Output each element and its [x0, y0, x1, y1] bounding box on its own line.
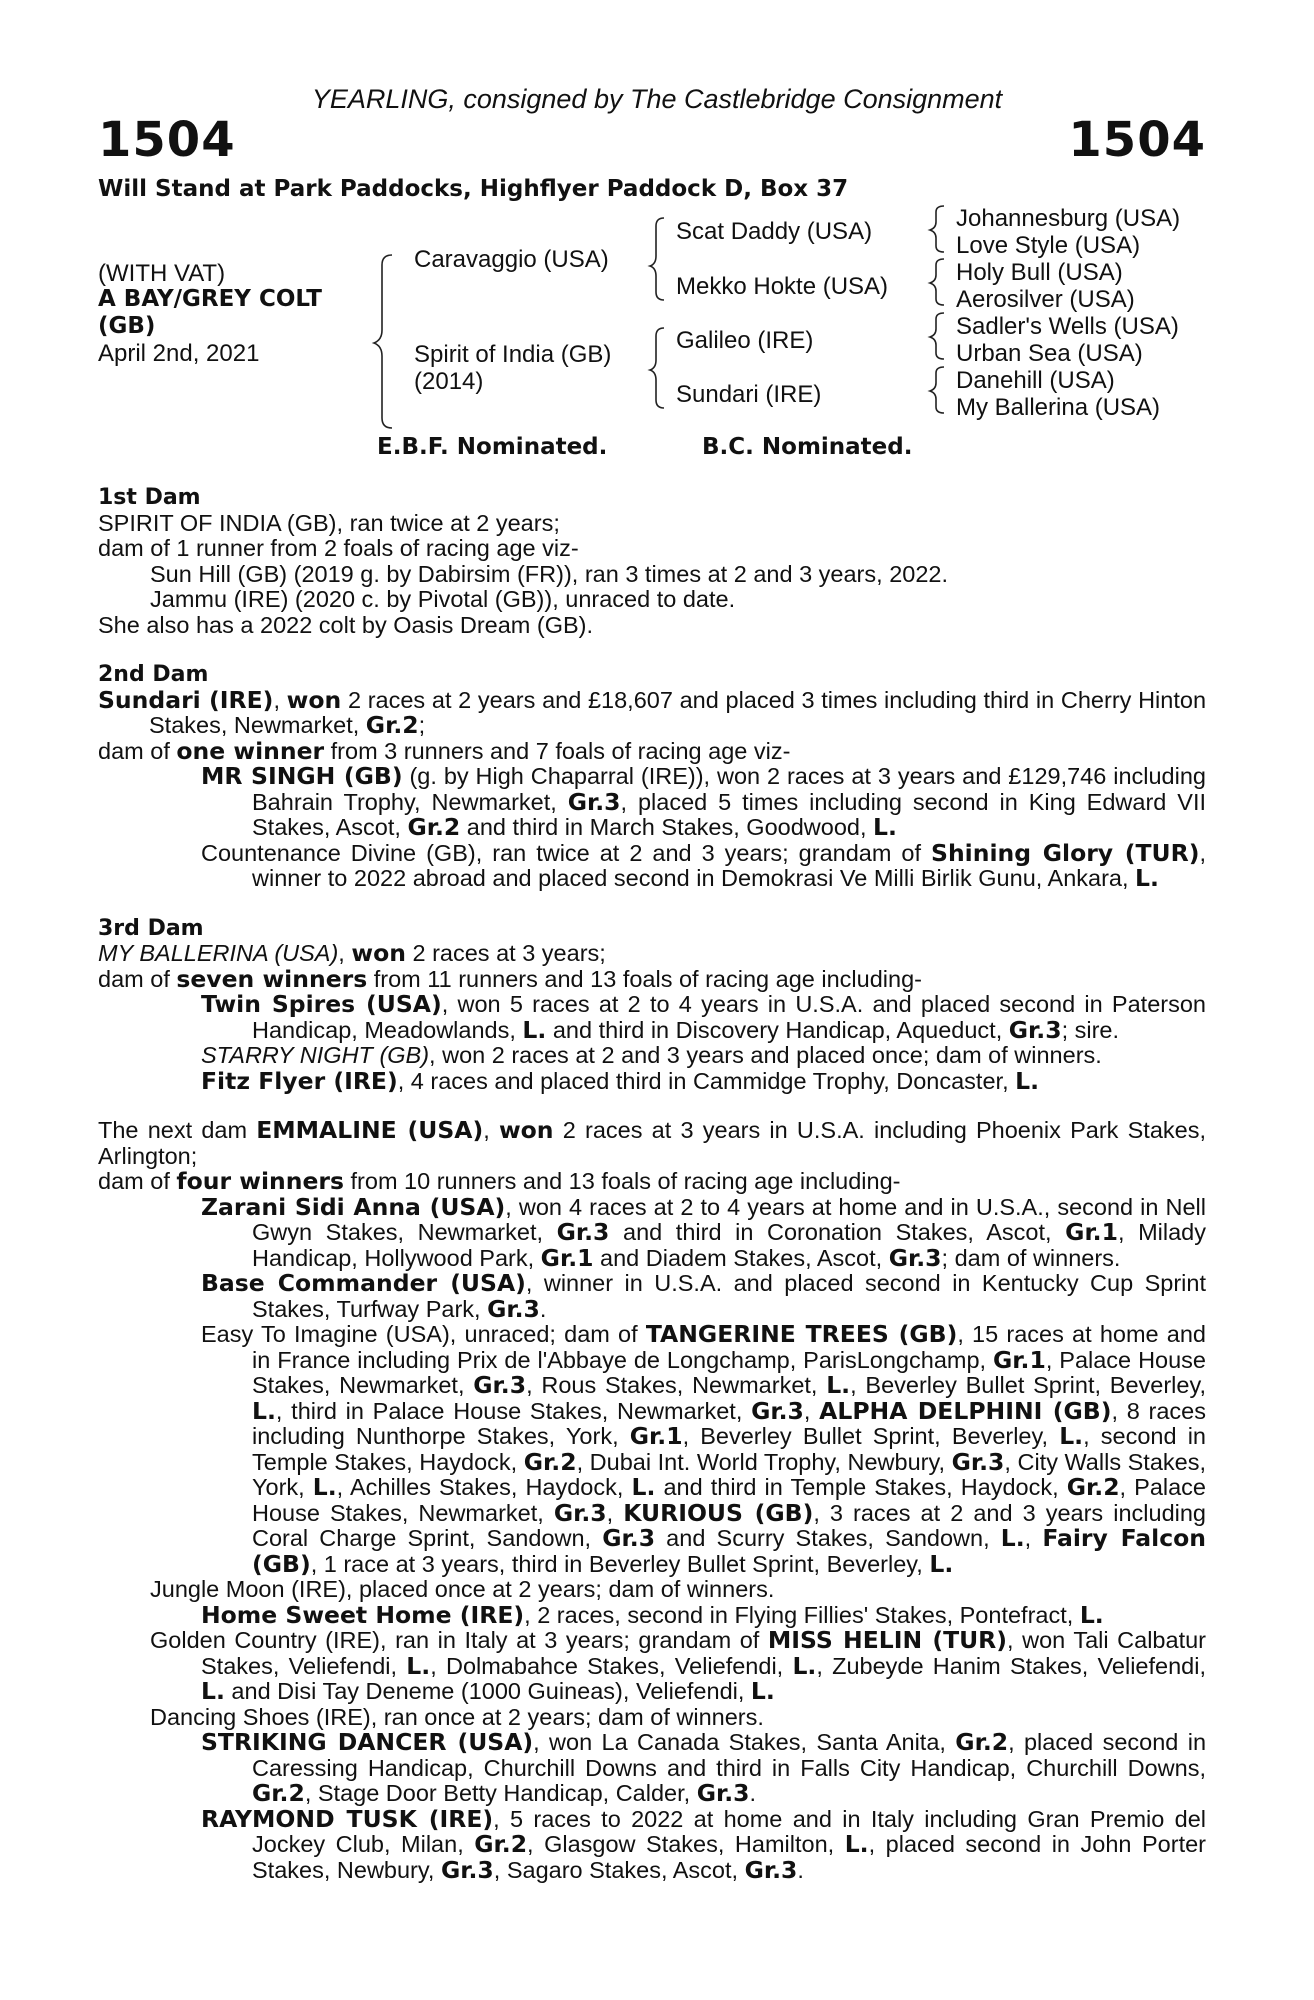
section-heading: 2nd Dam: [98, 662, 209, 687]
produce-entry: Jungle Moon (IRE), placed once at 2 years; dam of winners.: [150, 1576, 775, 1602]
section-heading: 3rd Dam: [98, 915, 204, 941]
g3-ancestor: My Ballerina (USA): [956, 394, 1161, 421]
sire-sire: Scat Daddy (USA): [676, 218, 873, 245]
dam-produce-summary: dam of seven winners from 11 runners and 13 foals of racing age including-: [98, 964, 922, 993]
g3-ancestor: Holy Bull (USA): [956, 259, 1123, 286]
produce-entry: Golden Country (IRE), ran in Italy at 3 years; grandam of MISS HELIN (TUR), won Tali Calbatur Stakes, Veliefendi, L., Dolmabahce Stakes, Veliefendi, L., Zubeyde Hanim Stakes, Veliefendi, L. and Disi Tay Deneme (1000 Guineas), Veliefendi, L.: [150, 1626, 1206, 1705]
dam-sire: Galileo (IRE): [676, 327, 814, 354]
horse-name: A BAY/GREY COLT: [98, 286, 322, 312]
vat-note: (WITH VAT): [98, 260, 226, 287]
produce-entry: Jammu (IRE) (2020 c. by Pivotal (GB)), unraced to date.: [150, 586, 736, 612]
produce-entry: Twin Spires (USA), won 5 races at 2 to 4 years in U.S.A. and placed second in Paterson Handicap, Meadowlands, L. and third in Discovery Handicap, Aqueduct, Gr.3; sire.: [201, 990, 1206, 1044]
produce-note: She also has a 2022 colt by Oasis Dream (GB).: [98, 611, 594, 638]
produce-entry: STARRY NIGHT (GB), won 2 races at 2 and 3 years and placed once; dam of winners.: [201, 1042, 1102, 1068]
bracket-sire: [650, 218, 664, 300]
produce-entry: Easy To Imagine (USA), unraced; dam of TANGERINE TREES (GB), 15 races at home and in France including Prix de l'Abbaye de Longchamp, ParisLongchamp, Gr.1, Palace House Stakes, Newmarket, Gr.3, Rous Stakes, Newmarket, L., Beverley Bullet Sprint, Beverley, L., third in Palace House Stakes, Newmarket, Gr.3, ALPHA DELPHINI (GB), 8 races including Nunthorpe Stakes, York, Gr.1, Beverley Bullet Sprint, Beverley, L., second in Temple Stakes, Haydock, Gr.2, Dubai Int. World Trophy, Newbury, Gr.3, City Walls Stakes, York, L., Achilles Stakes, Haydock, L. and third in Temple Stakes, Haydock, Gr.2, Palace House Stakes, Newmarket, Gr.3, KURIOUS (GB), 3 races at 2 and 3 years including Coral Charge Sprint, Sandown, Gr.3 and Scurry Stakes, Sandown, L., Fairy Falcon (GB), 1 race at 3 years, third in Beverley Bullet Sprint, Beverley, L.: [201, 1320, 1206, 1578]
g3-ancestor: Aerosilver (USA): [956, 286, 1135, 313]
dam-entry: SPIRIT OF INDIA (GB), ran twice at 2 years;: [98, 509, 560, 536]
sire-dam: Mekko Hokte (USA): [676, 273, 889, 300]
produce-entry: Sun Hill (GB) (2019 g. by Dabirsim (FR)), ran 3 times at 2 and 3 years, 2022.: [150, 560, 949, 587]
produce-entry: Zarani Sidi Anna (USA), won 4 races at 2 to 4 years at home and in U.S.A., second in Nell Gwyn Stakes, Newmarket, Gr.3 and third in Coronation Stakes, Ascot, Gr.1, Milady Handicap, Hollywood Park, Gr.1 and Diadem Stakes, Ascot, Gr.3; dam of winners.: [201, 1192, 1207, 1272]
dam-produce-summary: dam of one winner from 3 runners and 7 foals of racing age viz-: [98, 736, 791, 765]
bracket-dam: [650, 328, 664, 408]
dam-dam: Sundari (IRE): [676, 381, 822, 408]
catalogue-body: [98, 485, 1206, 1883]
second-dam-section: [98, 662, 1206, 892]
g3-ancestor: Urban Sea (USA): [956, 340, 1143, 367]
produce-entry: Countenance Divine (GB), ran twice at 2 and 3 years; grandam of Shining Glory (TUR), winner to 2022 abroad and placed second in Demokrasi Ve Milli Birlik Gunu, Ankara, L.: [201, 838, 1206, 892]
horse-country: (GB): [98, 313, 156, 339]
produce-entry: Home Sweet Home (IRE), 2 races, second in Flying Fillies' Stakes, Pontefract, L.: [201, 1600, 1104, 1629]
bracket-g3-4: [930, 367, 944, 413]
dam-produce-summary: dam of 1 runner from 2 foals of racing age viz-: [98, 535, 579, 561]
consignment-subtitle: YEARLING, consigned by The Castlebridge Consignment: [311, 84, 1003, 114]
lot-number-left: 1504: [98, 112, 236, 168]
lot-number-right: 1504: [1068, 112, 1206, 168]
bc-nomination: B.C. Nominated.: [702, 434, 913, 460]
dam-year: (2014): [414, 368, 484, 395]
dam: Spirit of India (GB): [414, 341, 612, 368]
produce-entry: STRIKING DANCER (USA), won La Canada Stakes, Santa Anita, Gr.2, placed second in Caressing Handicap, Churchill Downs and third in Falls City Handicap, Churchill Downs, Gr.2, Stage Door Betty Handicap, Calder, Gr.3.: [201, 1728, 1207, 1807]
bracket-g3-1: [930, 206, 944, 252]
dam-entry: MY BALLERINA (USA), won 2 races at 3 years;: [98, 939, 606, 967]
g3-ancestor: Love Style (USA): [956, 232, 1141, 259]
sire: Caravaggio (USA): [414, 246, 609, 273]
g3-ancestor: Sadler's Wells (USA): [956, 313, 1179, 340]
third-dam-section: [98, 916, 1206, 1095]
produce-entry: MR SINGH (GB) (g. by High Chaparral (IRE)), won 2 races at 3 years and £129,746 including Bahrain Trophy, Newmarket, Gr.3, placed 5 times including second in King Edward VII Stakes, Ascot, Gr.2 and third in March Stakes, Goodwood, L.: [201, 762, 1206, 841]
g3-ancestor: Danehill (USA): [956, 367, 1115, 394]
ebf-nomination: E.B.F. Nominated.: [377, 434, 608, 460]
first-dam-section: [98, 485, 1206, 638]
produce-entry: Base Commander (USA), winner in U.S.A. and placed second in Kentucky Cup Sprint Stakes, Turfway Park, Gr.3.: [201, 1269, 1206, 1323]
dam-produce-summary: dam of four winners from 10 runners and 13 foals of racing age including-: [98, 1167, 901, 1195]
bracket-g3-3: [930, 313, 944, 359]
foaling-date: April 2nd, 2021: [98, 340, 260, 367]
produce-entry: Dancing Shoes (IRE), ran once at 2 years; dam of winners.: [150, 1703, 764, 1730]
g3-ancestor: Johannesburg (USA): [956, 205, 1181, 232]
bracket-g3-2: [930, 259, 944, 305]
stand-location: Will Stand at Park Paddocks, Highflyer Paddock D, Box 37: [98, 176, 849, 202]
produce-entry: RAYMOND TUSK (IRE), 5 races to 2022 at home and in Italy including Gran Premio del Jockey Club, Milan, Gr.2, Glasgow Stakes, Hamilton, L., placed second in John Porter Stakes, Newbury, Gr.3, Sagaro Stakes, Ascot, Gr.3.: [201, 1804, 1206, 1884]
fourth-dam-section: [98, 1118, 1206, 1883]
bracket-main: [374, 255, 392, 428]
section-heading: 1st Dam: [98, 485, 201, 510]
dam-entry: Sundari (IRE), won 2 races at 2 years and £18,607 and placed 3 times including third in Cherry Hinton Stakes, Newmarket, Gr.2;: [98, 685, 1207, 739]
produce-entry: Fitz Flyer (IRE), 4 races and placed third in Cammidge Trophy, Doncaster, L.: [201, 1066, 1040, 1095]
dam-entry: The next dam EMMALINE (USA), won 2 races at 3 years in U.S.A. including Phoenix Park Stakes, Arlington;: [98, 1116, 1206, 1169]
